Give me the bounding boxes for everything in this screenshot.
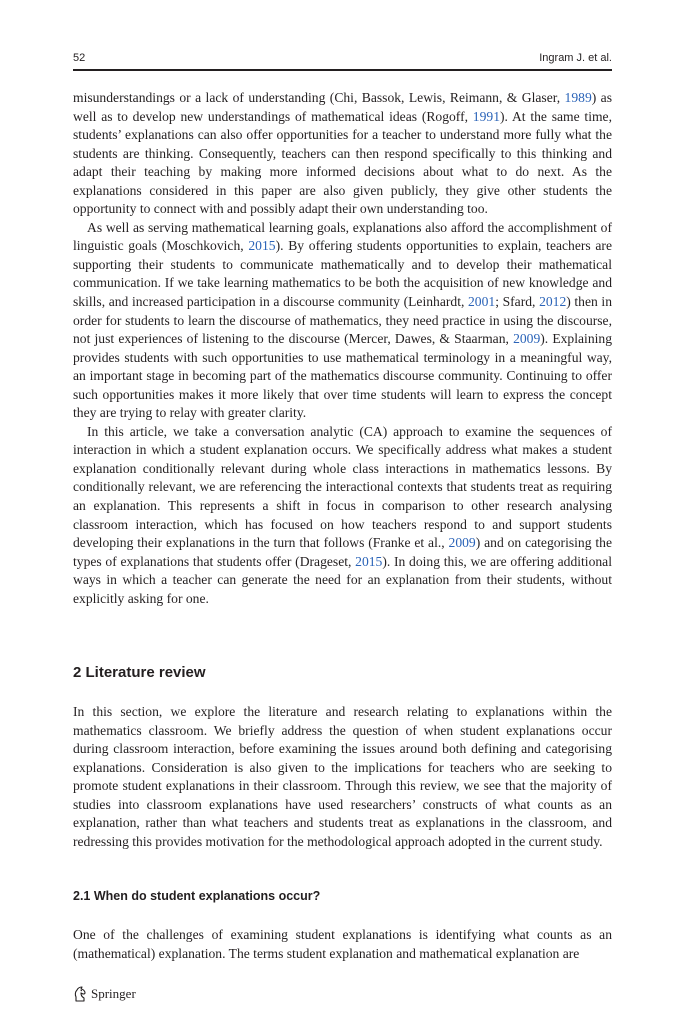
text-run: ; Sfard,	[495, 294, 540, 310]
text-run: misunderstandings or a lack of understanding (Chi, Bassok, Lewis, Reimann, & Glaser,	[73, 90, 565, 105]
publisher-name: Springer	[91, 986, 136, 1001]
header-rule	[73, 69, 612, 71]
text-run: ). By offering students opportunities to explain, teachers are supporting their students to communicate mathematically and to develop their mathematical communication. If we take learning mathematics to be both the acquisition of new knowledge and skills, and increased participation in a discourse community (Leinhardt,	[73, 238, 612, 310]
text-run: ) as well as to develop new understandings of mathematical ideas (Rogoff,	[73, 90, 613, 124]
text-run: ). In doing this, we are offering additional ways in which a teacher can generate the need for an explanation from their students, without explicitly asking for one.	[73, 553, 612, 606]
citation-link[interactable]: 2009	[448, 535, 476, 551]
intro-text	[73, 89, 612, 608]
page-number: 52	[73, 52, 86, 64]
subsection-paragraph: One of the challenges of examining student explanations is identifying what counts as an (mathematical) explanation. The terms student explanation and mathematical explanation are	[73, 927, 612, 961]
text-run: ). At the same time, students’ explanations can also offer opportunities for a teacher to understand more fully what the students are thinking. Consequently, teachers can then respond specifically to this thinking and adapt their teaching by making more informed decisions about what to do next. As the explanations considered in this paper are also given publicly, they give other students the opportunity to connect with and possibly adapt their own understanding too.	[73, 108, 612, 217]
text-run: ) then in order for students to learn the discourse of mathematics, they need practice in using the discourse, not just experiences of listening to the discourse (Mercer, Dawes, & Staarman,	[73, 294, 612, 347]
springer-knight-icon	[73, 986, 87, 1002]
text-run: ) and on categorising the types of explanations that students offer (Drageset,	[73, 535, 612, 569]
literature-review-text	[73, 703, 612, 851]
citation-link[interactable]: 2009	[513, 331, 541, 347]
running-head-authors: Ingram J. et al.	[539, 52, 612, 64]
citation-link[interactable]: 1991	[472, 108, 500, 124]
text-run: In this article, we take a conversation analytic (CA) approach to examine the sequences of interaction in which a student explanation occurs. We specifically address what makes a student explanation conditionally relevant during whole class interactions in mathematics lessons. By conditionally relevant, we are referencing the interactional contexts that students treat as requiring an explanation. This represents a shift in focus in comparison to other research analysing classroom interaction, which has focused on how teachers respond to and support students developing their explanations in the turn that follows (Franke et al.,	[73, 423, 612, 551]
intro-paragraph-2	[73, 219, 612, 423]
citation-link[interactable]: 1989	[564, 90, 592, 105]
section-heading-literature-review: 2 Literature review	[73, 664, 206, 681]
citation-link[interactable]: 2012	[539, 294, 567, 310]
subsection-heading-when-explanations: 2.1 When do student explanations occur?	[73, 889, 321, 903]
literature-review-paragraph: In this section, we explore the literature and research relating to explanations within the mathematics classroom. We briefly address the question of when student explanations occur during classroom interaction, before examining the issues around both defining and categorising explanations. Consideration is also given to the implications for teachers who are seeking to promote student explanations in their classroom. Through this review, we see that the majority of studies into classroom explanations have used researchers’ constructs of what counts as an explanation, rather than what teachers and students treat as explanations in the classroom, and redressing this provides motivation for the methodological approach adopted in the current study.	[73, 704, 612, 849]
running-head	[73, 52, 612, 68]
citation-link[interactable]: 2015	[355, 553, 383, 569]
publisher-footer	[73, 984, 136, 1004]
text-run: As well as serving mathematical learning goals, explanations also afford the accomplishment of linguistic goals (Moschkovich,	[73, 219, 612, 254]
subsection-text	[73, 926, 612, 963]
intro-paragraph-1	[73, 89, 612, 219]
citation-link[interactable]: 2001	[468, 294, 496, 310]
citation-link[interactable]: 2015	[248, 238, 276, 254]
text-run: ). Explaining provides students with such opportunities to use mathematical terminology in a meaningful way, an important stage in becoming part of the mathematics discourse community. Continuing to offer such opportunities makes it more likely that over time students will learn to express the concept they are trying to relay with greater clarity.	[73, 331, 612, 421]
intro-paragraph-3	[73, 423, 612, 608]
